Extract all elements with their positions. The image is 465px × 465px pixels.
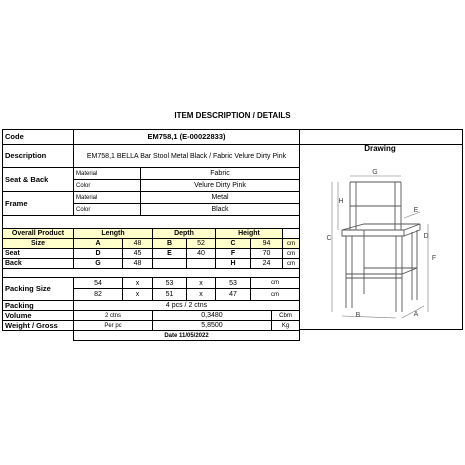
pack1-x2: x bbox=[186, 277, 216, 289]
description-value: EM758,1 BELLA Bar Stool Metal Black / Fabric Velure Dirty Pink bbox=[73, 144, 300, 168]
dim-letter-h: H bbox=[215, 258, 251, 269]
document-title: ITEM DESCRIPTION / DETAILS bbox=[174, 111, 291, 120]
frame-material-label: Material bbox=[73, 191, 141, 204]
dim-value-g: 48 bbox=[122, 258, 153, 269]
spacer-row bbox=[2, 215, 300, 229]
pack2-x2: x bbox=[186, 288, 216, 301]
dim-value-e: 40 bbox=[186, 248, 216, 259]
volume-label: Volume bbox=[2, 310, 74, 321]
height-header: Height bbox=[215, 228, 283, 239]
pack2-unit: cm bbox=[250, 288, 300, 301]
letter-g: G bbox=[372, 169, 378, 176]
letter-c: C bbox=[326, 235, 332, 242]
frame-label: Frame bbox=[2, 191, 74, 216]
pack1-unit: cm bbox=[250, 277, 300, 289]
dim-letter-b: B bbox=[152, 238, 187, 249]
pack1-a: 54 bbox=[73, 277, 123, 289]
date-stamp: Date 11/05/2022 bbox=[73, 330, 300, 341]
footrest-top bbox=[346, 268, 417, 274]
seat-back-label: Seat & Back bbox=[2, 167, 74, 192]
code-blank-cell bbox=[299, 129, 463, 145]
letter-f: F bbox=[431, 255, 437, 262]
code-label: Code bbox=[2, 129, 74, 145]
seat-top bbox=[342, 224, 420, 230]
dim-letter-g: G bbox=[73, 258, 123, 269]
pack1-c: 53 bbox=[215, 277, 251, 289]
dim-value-a: 48 bbox=[122, 238, 153, 249]
dim-unit-row2: cm bbox=[282, 248, 300, 259]
dim-letter-a: A bbox=[73, 238, 123, 249]
pack1-x1: x bbox=[122, 277, 153, 289]
letter-a: A bbox=[413, 311, 419, 318]
dim-letter-e: E bbox=[152, 248, 187, 259]
depth-header: Depth bbox=[152, 228, 216, 239]
back-dims-label: Back bbox=[2, 258, 74, 269]
dim-letter-d: D bbox=[73, 248, 123, 259]
volume-unit: Cbm bbox=[271, 310, 300, 321]
description-label: Description bbox=[2, 144, 74, 168]
letter-h: H bbox=[338, 198, 344, 205]
packing-size-label: Packing Size bbox=[2, 277, 74, 301]
dim-unit-row3: cm bbox=[282, 258, 300, 269]
seat-back-color-label: Color bbox=[73, 179, 141, 192]
dim-unit-row1: cm bbox=[282, 238, 300, 249]
seat-back-material-label: Material bbox=[73, 167, 141, 180]
letter-e: E bbox=[413, 207, 419, 214]
frame-material: Metal bbox=[140, 191, 300, 204]
letter-b: B bbox=[355, 312, 361, 319]
seat-back-material: Fabric bbox=[140, 167, 300, 180]
code-value: EM758,1 (E-00022833) bbox=[73, 129, 300, 145]
pack1-b: 53 bbox=[152, 277, 187, 289]
weight-label: Weight / Gross bbox=[2, 320, 74, 331]
pack2-a: 82 bbox=[73, 288, 123, 301]
packing-label: Packing bbox=[2, 300, 74, 311]
volume-value: 0,3480 bbox=[152, 310, 272, 321]
dim-value-h: 24 bbox=[250, 258, 283, 269]
pack2-c: 47 bbox=[215, 288, 251, 301]
dim-line-b bbox=[342, 316, 396, 318]
size-label: Size bbox=[2, 238, 74, 249]
pack2-x1: x bbox=[122, 288, 153, 301]
length-header: Length bbox=[73, 228, 153, 239]
weight-unit: Kg bbox=[271, 320, 300, 331]
dim-value-f: 70 bbox=[250, 248, 283, 259]
seat-back-color: Velure Dirty Pink bbox=[140, 179, 300, 192]
dim-value-d: 45 bbox=[122, 248, 153, 259]
weight-value: 5,8500 bbox=[152, 320, 272, 331]
seat-front bbox=[342, 230, 404, 236]
seat-dims-label: Seat bbox=[2, 248, 74, 259]
dim-letter-c: C bbox=[215, 238, 251, 249]
weight-sub: Per pc bbox=[73, 320, 153, 331]
frame-color: Black bbox=[140, 203, 300, 216]
bar-stool-drawing bbox=[320, 168, 445, 323]
dim-value-b: 52 bbox=[186, 238, 216, 249]
drawing-label: Drawing bbox=[364, 144, 396, 153]
volume-sub: 2 ctns bbox=[73, 310, 153, 321]
overall-product-header: Overall Product bbox=[2, 228, 74, 239]
pack2-b: 51 bbox=[152, 288, 187, 301]
packing-value: 4 pcs / 2 ctns bbox=[73, 300, 300, 311]
dim-value-c: 94 bbox=[250, 238, 283, 249]
letter-d: D bbox=[423, 233, 429, 240]
dim-letter-f: F bbox=[215, 248, 251, 259]
frame-color-label: Color bbox=[73, 203, 141, 216]
